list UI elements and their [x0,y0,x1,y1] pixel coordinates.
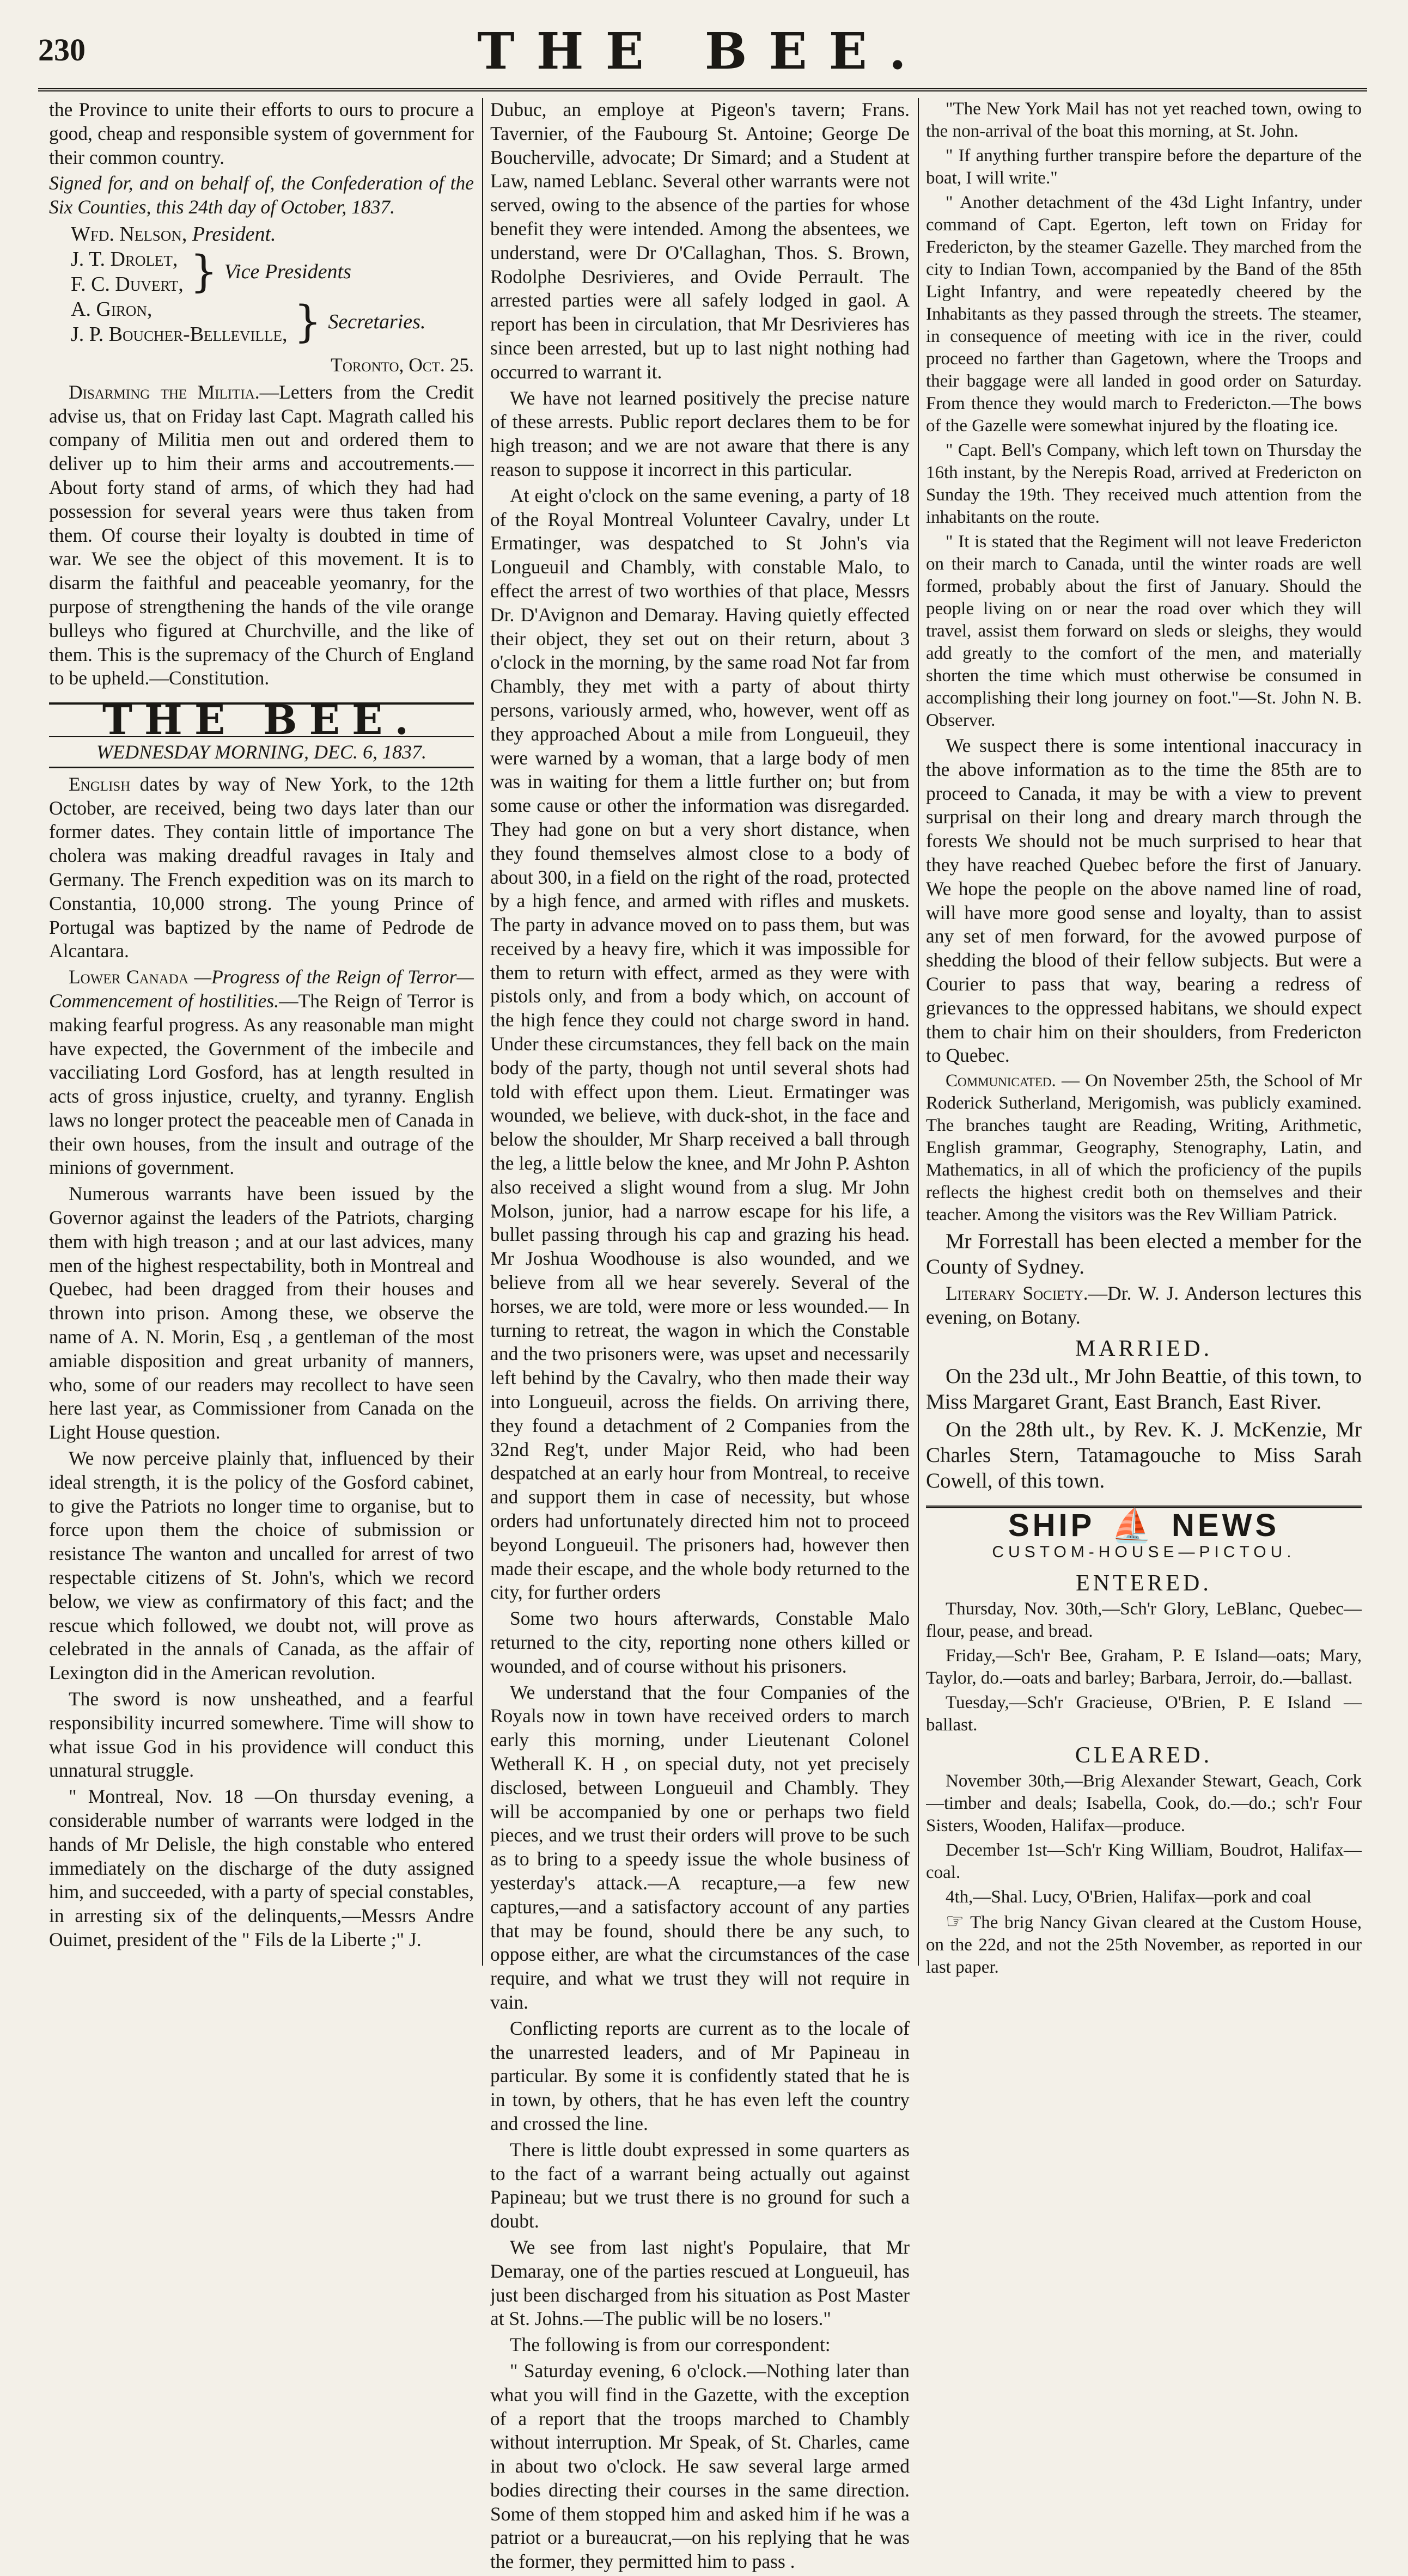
married-title: MARRIED. [1075,1336,1213,1361]
column-2 [490,98,910,2576]
married-entry: On the 28th ult., by Rev. K. J. McKenzie, Mr Charles Stern, Tatamagouche to Miss Sarah Cowell, of this town. [926,1417,1362,1492]
officers-list [71,222,474,347]
brace-glyph: } [190,246,218,297]
lower-canada-text: —The Reign of Terror is making fearful progress. As any reasonable man might have expected, the Government of the imbecile and vacciliating Lord Gosford, has at length resulted in acts of gross injustice, cruelty, and tyranny. English laws no longer protect the peaceable men of Canada in their own houses, from the insult and outrage of the minions of government. [49,989,474,1179]
bee-title: THE BEE. [102,697,421,744]
perceive-paragraph: We now perceive plainly that, influenced by their ideal strength, it is the policy of the Gosford cabinet, to give the Patriots no longer time to organise, but to force upon them the choice of submission or resistance The wanton and uncalled for arrest of two respectable citizens of St. John's, which we record below, we view as confirmatory of this fact; and the rescue which followed, we doubt not, will prove as celebrated in the annals of Canada, as the affair of Lexington did in the American revolution. [49,1447,474,1684]
married-entry: On the 23d ult., Mr John Beattie, of this town, to Miss Margaret Grant, East Branch, East River. [926,1364,1362,1414]
vice-presidents [71,247,474,297]
vp-name: J. T. Drolet, [71,247,178,271]
masthead: THE BEE. [477,22,928,81]
bee-section-header [49,697,474,768]
president-name: Wfd. Nelson, [71,222,187,246]
write-paragraph: " If anything further transpire before the departure of the boat, I will write." [926,146,1362,188]
ship-title-left: SHIP [1008,1507,1095,1543]
bell-company-paragraph: " Capt. Bell's Company, which left town on Thursday the 16th instant, by the Nerepis Road, arrived at Fredericton on Sunday the 19th. They received much attention from the inhabitants on the route. [926,440,1362,527]
communicated-lead: Communicated. [946,1071,1056,1091]
cleared-entry: 4th,—Shal. Lucy, O'Brien, Halifax—pork and coal [946,1887,1312,1907]
warrants-paragraph: Numerous warrants have been issued by the Governor against the leaders of the Patriots, charging them with high treason ; and at our last advices, many men of the highest respectability, both in Montreal and Quebec, had been dragged from their houses and thrown into prison. Among these, we observe the name of A. N. Morin, Esq , a gentleman of the most amiable disposition and great urbanity of manners, who, some of our readers may recollect to have seen here last year, as Commissioner from Canada on the Light House question. [49,1183,474,1443]
populaire-paragraph: We see from last night's Populaire, that Mr Demaray, one of the parties rescued at Longueuil, has just been discharged from his situation as Post Master at St. Johns.—The public will be no losers." [490,2236,910,2330]
ship-title-right: NEWS [1172,1507,1280,1543]
nancy-givan-text: The brig Nancy Givan cleared at the Custom House, on the 22d, and not the 25th November, as reported in our last paper. [926,1912,1362,1977]
toronto-dateline: Toronto, Oct. 25. [331,353,474,376]
secretary-name: A. Giron, [71,297,153,321]
malo-paragraph: Some two hours afterwards, Constable Malo returned to the city, reporting none others killed or wounded, and of course without his prisoners. [490,1607,910,1677]
militia-lead: Disarming the Militia. [69,381,260,403]
literary-society-article [926,1282,1362,1330]
president-line [71,222,474,247]
lower-canada-title: —Progress of the Reign of Terror—Commencement of hostilities. [49,966,474,1012]
nancy-givan-notice [926,1911,1362,1979]
ship-icon: ⛵ [1111,1507,1156,1544]
ship-news-header [926,1506,1362,1565]
suspect-paragraph: We suspect there is some intentional inaccuracy in the above information as to the time the 85th are to proceed to Canada, it may be with a view to prevent surprisal on their long and dreary march through the forests We should not be much surprised to hear that they have reached Quebec before the first of January. We hope the people on the above named line of road, will have more good sense and loyalty, than to assist any set of men forward, for the avowed purpose of shedding the blood of their fellow subjects. But were a Courier to pass that way, bearing a redress of grievances to the oppressed habitans, we should expect them to chair him on their shoulders, from Fredericton to Quebec. [926,735,1362,1067]
entered-title: ENTERED. [1076,1571,1212,1596]
cleared-entry: November 30th,—Brig Alexander Stewart, Geach, Cork—timber and deals; Isabella, Cook, do.—do.; sch'r Four Sisters, Wooden, Halifax—produce. [926,1771,1362,1835]
royals-paragraph: We understand that the four Companies of the Royals now in town have received orders to march early this morning, under Lieutenant Colonel Wetherall K. H , on special duty, not yet precisely disclosed, between Longueuil and Chambly. They will be accompanied by one or perhaps two field pieces, and we trust their orders will prove to be such as to bring to a speedy issue the whole business of yesterday's attack.—A recapture,—a few new captures,—and a satisfactory account of any parties that may be found, should there be any such, to oppose either, are what the circumstances of the case require, and what we trust they will not require in vain. [490,1681,910,2013]
doubt-paragraph: There is little doubt expressed in some quarters as to the fact of a warrant being actually out against Papineau; but we trust there is no ground for such a doubt. [490,2138,910,2232]
militia-text: —Letters from the Credit advise us, that on Friday last Capt. Magrath called his company of Militia men out and ordered them to deliver up to him their arms and accoutrements.—About forty stand of arms, of which they had had possession for several years were thus taken from them. Of course their loyalty is doubted in time of war. We see the object of this movement. It is to disarm the faithful and peaceable yeomanry, for the purpose of strengthening the hands of the vile orange bulleys who figured at Churchville, and the like of them. This is the supremacy of the Church of England to be upheld.—Constitution. [49,381,474,689]
cleared-entry: December 1st—Sch'r King William, Boudrot, Halifax—coal. [926,1840,1362,1882]
lower-canada-article [49,965,474,1180]
column-1 [49,98,474,1954]
cavalry-paragraph: At eight o'clock on the same evening, a party of 18 of the Royal Montreal Volunteer Cavalry, under Lt Ermatinger, was despatched to St John's via Longueuil and Chambly, with constable Malo, to effect the arrest of two worthies of that place, Messrs Dr. D'Avignon and Demaray. Having quietly effected their object, they set out on their return, about 3 o'clock in the morning, by the same road Not far from Chambly, they met with a party of about thirty persons, variously armed, who, however, went off as they approached About a mile from Longueuil, they were warned by a woman, that a large body of men was in waiting for them a little further on; but from some cause or other the information was disregarded. They had gone on but a very short distance, when they found themselves almost close to a body of about 300, in a field on the right of the road, protected by a high fence, and armed with rifles and muskets. The party in advance moved on to pass them, but was received by a heavy fire, which it was impossible for them to return with effect, armed as they were with pistols only, and from a body which, on account of the high fence they could not charge sword in hand. Under these circumstances, they fell back on the main body of the party, though not until several shots had told with effect upon them. Lieut. Ermatinger was wounded, we believe, with duck-shot, in the face and below the shoulder, Mr Sharp received a ball through the leg, a little below the knee, and Mr John P. Ashton also received a slight wound from a slug. Mr John Molson, junior, had a narrow escape for his life, a bullet passing through his cap and grazing his head. Mr Joshua Woodhouse is also wounded, and we believe from all we hear severely. Several of the horses, we are told, were more or less wounded.— In turning to retreat, the wagon in which the Constable and the two prisoners were, was upset and necessarily left behind by the Cavalry, who then made their way into Longueuil, across the fields. On arriving there, they found a detachment of 2 Companies from the 32nd Reg't, under Major Reid, who had been despatched at an early hour from Montreal, to receive and support them in case of necessity, but whose orders had unfortunately directed him not to proceed beyond Longueuil. The prisoners had, however then made their escape, and the whole body returned to the city, for further orders [490,484,910,1604]
custom-house-label: CUSTOM-HOUSE—PICTOU. [992,1543,1296,1562]
literary-lead: Literary Society. [946,1282,1088,1305]
page-number: 230 [38,32,86,68]
lower-canada-lead: Lower Canada [69,966,188,988]
detachment-paragraph: " Another detachment of the 43d Light Infantry, under command of Capt. Egerton, left town on Friday for Fredericton, by the steamer Gazelle. They marched from the city to Indian Town, accompanied by the Band of the 85th Light Infantry, and were repeatedly cheered by the Inhabitants as they passed through the streets. The steamer, in consequence of meeting with ice in the river, could proceed no farther than Gagetown, where the Troops and their baggage were all landed in good order on Saturday. From thence they would march to Fredericton.—The bows of the Gazelle were somewhat injured by the floating ice. [926,193,1362,436]
column-divider [482,98,483,1966]
secretary-name: J. P. Boucher-Belleville, [71,322,288,346]
communicated-article [926,1070,1362,1226]
intro-paragraph: the Province to unite their efforts to ours to procure a good, cheap and responsible system of government for their common country. [49,99,474,168]
sword-paragraph: The sword is now unsheathed, and a fearful responsibility incurred somewhere. Time will show to what issue God in his providence will conduct this unnatural struggle. [49,1688,474,1782]
arrests-paragraph: Dubuc, an employe at Pigeon's tavern; Frans. Tavernier, of the Faubourg St. Antoine; George De Boucherville, advocate; Dr Simard; and a Student at Law, named Leblanc. Several other warrants were not served, owing to the absence of the parties for whose benefit they were intended. Among the absentees, we understand, were Dr O'Callaghan, Thos. S. Brown, Rodolphe Desrivieres, and Ovide Perrault. The arrested parties were all safely lodged in gaol. A report has been in circulation, that Mr Desrivieres has since been arrested, but up to last night nothing had occurred to warrant it. [490,99,910,383]
militia-article [49,381,474,690]
english-lead: English [69,773,131,795]
column-3 [926,98,1362,1981]
cleared-title: CLEARED. [1075,1742,1213,1768]
entered-entry: Friday,—Sch'r Bee, Graham, P. E Island—oats; Mary, Taylor, do.—oats and barley; Barbara, Jerroir, do.—ballast. [926,1645,1362,1688]
saturday-paragraph: " Saturday evening, 6 o'clock.—Nothing later than what you will find in the Gazette, with the exception of a report that the troops marched to Chambly without interruption. Mr Speak, of St. Charles, came in about two o'clock. He saw several large armed bodies directing their courses in the same direction. Some of them stopped him and asked him if he was a patriot or a bureaucrat,—on his replying that he was the former, they permitted him to pass . [490,2359,910,2573]
signed-statement: Signed for, and on behalf of, the Confederation of the Six Counties, this 24th day of October, 1837. [49,172,474,218]
mail-paragraph: "The New York Mail has not yet reached town, owing to the non-arrival of the boat this morning, at St. John. [926,99,1362,141]
english-dates-article [49,773,474,963]
english-text: dates by way of New York, to the 12th October, are received, being two days later than our former dates. They contain little of importance The cholera was making dreadful ravages in Italy and Germany. The French expedition was on its march to Constantia, 10,000 strong. The young Prince of Portugal was baptized by the name of Pedrode de Alcantara. [49,773,474,962]
column-divider [918,98,919,1966]
entered-entry: Tuesday,—Sch'r Gracieuse, O'Brien, P. E Island —ballast. [926,1692,1362,1735]
literary-text: —Dr. W. J. Anderson lectures this evening, on Botany. [926,1282,1362,1328]
entered-entry: Thursday, Nov. 30th,—Sch'r Glory, LeBlanc, Quebec—flour, pease, and bread. [926,1599,1362,1641]
regiment-paragraph: " It is stated that the Regiment will not leave Fredericton on their march to Canada, until the winter roads are well formed, probably about the first of January. Should the people living on or near the road over which they will travel, assist them forward on sleds or sleighs, they would add greatly to the comfort of the men, and materially shorten the time which must otherwise be consumed in accomplishing their long journey on foot."—St. John N. B. Observer. [926,532,1362,730]
secretaries [71,297,474,347]
page-header [38,22,1367,87]
correspondent-paragraph: The following is from our correspondent: [510,2334,831,2356]
bee-date: WEDNESDAY MORNING, DEC. 6, 1837. [49,736,474,764]
vp-role: Vice Presidents [224,260,351,283]
communicated-text: — On November 25th, the School of Mr Roderick Sutherland, Merigomish, was publicly examined. The branches taught are Reading, Writing, Arithmetic, English grammar, Geography, Stenography, Latin, and Mathematics, in all of which the proficiency of the pupils reflects the highest credit both on themselves and their teacher. Among the visitors was the Rev William Patrick. [926,1071,1362,1225]
reports-paragraph: Conflicting reports are current as to the locale of the unarrested leaders, and of Mr Papineau in particular. By some it is confidently stated that he is in town, by others, that he has even left the country and crossed the line. [490,2017,910,2134]
vp-name: F. C. Duvert, [71,272,184,296]
nature-paragraph: We have not learned positively the precise nature of these arrests. Public report declares them to be for high treason; and we are not aware that there is any reason to suppose it incorrect in this particular. [490,387,910,480]
brace-glyph: } [294,296,322,347]
forrestall-paragraph: Mr Forrestall has been elected a member for the County of Sydney. [926,1229,1362,1279]
montreal-paragraph: " Montreal, Nov. 18 —On thursday evening, a considerable number of warrants were lodged in the hands of Mr Delisle, the high constable who entered immediately on the discharge of the duty assigned him, and succeeded, with a party of special constables, in arresting six of the delinquents,—Messrs Andre Ouimet, president of the " Fils de la Liberte ;" J. [49,1785,474,1950]
president-role: President. [192,222,276,246]
pointing-hand-icon: ☞ [946,1910,965,1933]
header-rule [38,88,1367,91]
secretary-role: Secretaries. [328,310,426,333]
